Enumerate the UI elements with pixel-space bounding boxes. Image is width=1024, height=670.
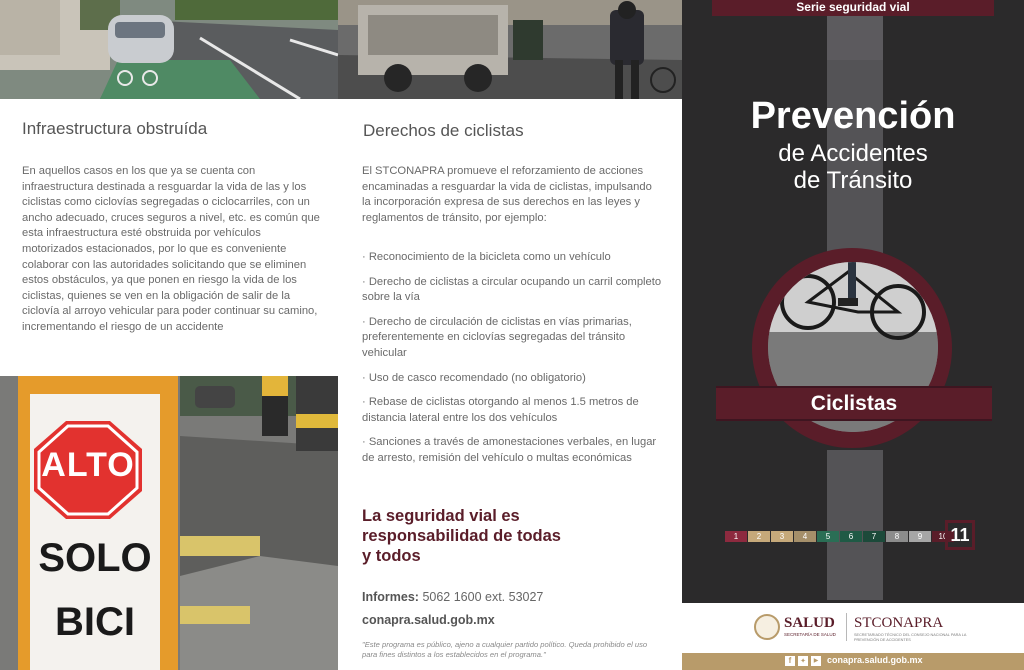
footer-bar [682,653,1024,670]
scale-step-6: 6 [840,531,862,542]
website-link[interactable]: conapra.salud.gob.mx [362,613,495,627]
salud-logo-text: SALUD [784,615,835,631]
cover-panel [682,0,1024,603]
twitter-icon[interactable]: ✦ [798,656,808,666]
stconapra-subtitle: SECRETARIADO TÉCNICO DEL CONSEJO NACIONAL PARA LA PREVENCIÓN DE ACCIDENTES [854,633,967,642]
footer-logos [682,603,1024,653]
informes-phone: 5062 1600 ext. 53027 [422,590,544,604]
informes [362,590,543,604]
slogan: La seguridad vial es responsabilidad de todas y todos [362,507,561,565]
scale-step-3: 3 [771,531,793,542]
footer-website-link[interactable]: conapra.salud.gob.mx [827,655,923,665]
cover-subtitle-2: de Tránsito [793,167,913,194]
section-title-infraestructura: Infraestructura obstruída [22,119,208,138]
list-item: · Rebase de ciclistas otorgando al menos 1.5 metros de distancia lateral entre los dos vehículos [362,396,639,424]
sign-bici-text: BICI [55,600,135,644]
eagle-seal-icon [754,614,780,640]
list-item: · Derecho de circulación de ciclistas en vías primarias, preferentemente en ciclovías segregadas del tránsito vehicular [362,315,632,359]
paragraph-derechos-intro: El STCONAPRA promueve el reforzamiento de acciones encaminadas a resguardar la vida de ciclistas, impulsando la incorporación expresa de sus derechos en las leyes y reglamentos de tránsito, por ejemplo: [362,165,652,224]
series-badge: Serie seguridad vial [712,0,994,16]
salud-subtitle: SECRETARÍA DE SALUD [784,632,836,637]
cover-subtitle-1: de Accidentes [778,140,928,167]
footer-divider [846,613,847,641]
scale-step-7: 7 [863,531,885,542]
series-scale [725,531,955,542]
social-icons [785,656,821,666]
facebook-icon[interactable]: f [785,656,795,666]
current-issue-badge: 11 [945,520,975,550]
disclaimer: "Este programa es público, ajeno a cualquier partido político. Queda prohibido el uso para fines distintos a los establecidos en el programa." [362,640,648,659]
scale-step-8: 8 [886,531,908,542]
list-item: · Sanciones a través de amonestaciones verbales, en lugar de arresto, remisión del vehículo o multas económicas [362,436,657,464]
paragraph-infraestructura: En aquellos casos en los que ya se cuenta con infraestructura destinada a resguardar la vida de las y los ciclistas como ciclovías segregadas o ciclocarriles, con un ancho adecuado, cruces seguros a nivel, etc. es común que esta infraestructura esté obstruida por vehículos motorizados estacionados, por lo que es conveniente colaborar con las autoridades solicitando que se eliminen estos obstáculos, ya que ponen en riesgo la vida de los ciclistas, quienes se ven en la obligación de salir de la ciclovía al arroyo vehicular para poder continuar su camino, incrementando el riesgo de un accidente [22,165,320,333]
rights-list [362,250,662,476]
list-item: · Derecho de ciclistas a circular ocupando un carril completo sobre la vía [362,275,662,304]
topic-label: Ciclistas [810,392,898,415]
road-marking [827,450,883,600]
sign-solo-text: SOLO [38,536,152,580]
list-item: · Uso de casco recomendado (no obligatorio) [362,371,586,384]
scale-step-1: 1 [725,531,747,542]
scale-step-4: 4 [794,531,816,542]
sign-alto-text: ALTO [41,446,135,484]
scale-step-5: 5 [817,531,839,542]
stconapra-logo-text: STCONAPRA [854,615,944,631]
informes-label: Informes: [362,590,419,604]
photo-truck-bike-lane [338,0,682,99]
scale-step-9: 9 [909,531,931,542]
scale-step-10: 10 [932,531,954,542]
scale-step-2: 2 [748,531,770,542]
section-title-derechos: Derechos de ciclistas [363,121,524,140]
photo-street-bike-lane [0,0,338,99]
youtube-icon[interactable]: ▶ [811,656,821,666]
cover-title: Prevención [750,95,956,137]
list-item: · Reconocimiento de la bicicleta como un vehículo [362,251,611,263]
